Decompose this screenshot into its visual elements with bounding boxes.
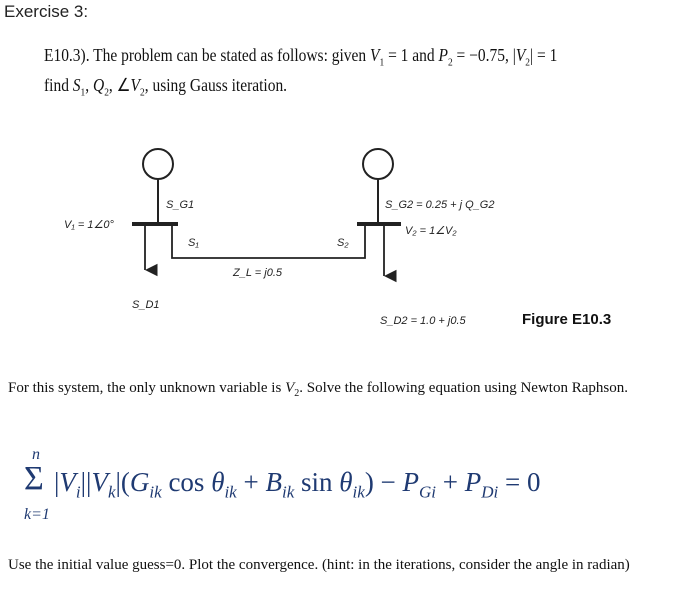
find-text: find xyxy=(44,74,73,95)
figure-label: Figure E10.3 xyxy=(522,311,612,328)
problem-prefix: E10.3). The problem can be stated as follows: given xyxy=(44,45,371,65)
v2-variable: V xyxy=(515,45,526,65)
s1-variable: S xyxy=(72,74,81,95)
comma-1: , xyxy=(85,74,94,95)
v1-variable: V xyxy=(370,45,380,65)
generator-1-circle xyxy=(143,149,173,179)
eq-pg: P xyxy=(402,467,420,497)
paragraph1-post: . Solve the following equation using Newton Raphson. xyxy=(299,380,628,396)
eq-pd-sub: Di xyxy=(481,482,499,502)
q2-variable: Q xyxy=(93,74,105,95)
problem-line-1 xyxy=(44,44,586,74)
eq-g: G xyxy=(129,467,150,497)
sum-upper-limit: n xyxy=(32,446,40,463)
eq-cos: cos xyxy=(161,467,212,497)
eq-b-sub: ik xyxy=(281,482,295,502)
power-flow-equation xyxy=(14,446,694,536)
v2-magnitude-value: | = 1 xyxy=(530,45,558,65)
q2-subscript: 2 xyxy=(104,86,109,99)
v2-label: V₂ = 1∠V₂ xyxy=(405,225,457,237)
v2-angle-variable: V xyxy=(130,74,141,95)
p2-subscript: 2 xyxy=(447,56,453,69)
equation-body xyxy=(54,466,541,508)
eq-sin: sin xyxy=(294,467,340,497)
sg2-label: S_G2 = 0.25 + j Q_G2 xyxy=(385,199,495,211)
eq-pg-sub: Gi xyxy=(419,482,437,502)
eq-theta-1-sub: ik xyxy=(224,482,237,502)
eq-bar-1: | xyxy=(54,467,60,497)
eq-vi-sub: i xyxy=(75,482,81,502)
eq-theta-1: θ xyxy=(211,467,225,497)
sd1-label: S_D1 xyxy=(132,299,160,311)
paragraph-instructions: Use the initial value guess=0. Plot the convergence. (hint: in the iterations, consider the angle in radian) xyxy=(8,557,630,573)
problem-line-2 xyxy=(44,74,586,104)
paragraph1-subscript: 2 xyxy=(294,388,300,399)
paragraph1-variable: V xyxy=(285,380,295,396)
eq-vk: V xyxy=(91,467,108,497)
angle-symbol: ∠ xyxy=(116,74,131,95)
eq-theta-2: θ xyxy=(339,467,353,497)
eq-rhs: = 0 xyxy=(498,467,541,497)
eq-minus: ) − xyxy=(364,467,403,497)
power-system-diagram xyxy=(0,120,700,345)
eq-plus-2: + xyxy=(436,467,465,497)
paragraph1-pre: For this system, the only unknown variable is xyxy=(8,380,286,396)
eq-bar-2: || xyxy=(80,467,92,497)
s1-label: S₁ xyxy=(188,237,199,249)
eq-b: B xyxy=(265,467,282,497)
eq-bar-3: |( xyxy=(115,467,130,497)
s2-label: S₂ xyxy=(337,237,349,249)
v1-subscript: 1 xyxy=(379,56,385,69)
exercise-heading: Exercise 3: xyxy=(4,2,89,21)
comma-2: , xyxy=(108,74,117,95)
eq-pd: P xyxy=(464,467,482,497)
eq-plus-1: + xyxy=(236,467,266,497)
eq-g-sub: ik xyxy=(149,482,162,502)
v2-angle-subscript: 2 xyxy=(140,86,145,99)
p2-value: = −0.75, | xyxy=(452,45,516,65)
v1-value: = 1 and xyxy=(384,45,439,65)
sd2-label: S_D2 = 1.0 + j0.5 xyxy=(380,315,466,327)
paragraph-unknown-variable xyxy=(8,379,688,403)
generator-2-circle xyxy=(363,149,393,179)
v2-subscript: 2 xyxy=(525,56,531,69)
eq-theta-2-sub: ik xyxy=(352,482,365,502)
zl-label: Z_L = j0.5 xyxy=(233,267,283,279)
s1-subscript: 1 xyxy=(80,86,86,99)
sum-lower-limit: k=1 xyxy=(24,506,50,523)
sigma-symbol: Σ xyxy=(24,460,44,497)
v1-label: V₁ = 1∠0° xyxy=(64,219,114,231)
eq-vk-sub: k xyxy=(107,482,116,502)
sg1-label: S_G1 xyxy=(166,199,195,211)
problem-suffix: , using Gauss iteration. xyxy=(144,74,288,95)
p2-variable: P xyxy=(438,45,448,65)
problem-statement xyxy=(44,44,586,103)
eq-vi: V xyxy=(59,467,76,497)
